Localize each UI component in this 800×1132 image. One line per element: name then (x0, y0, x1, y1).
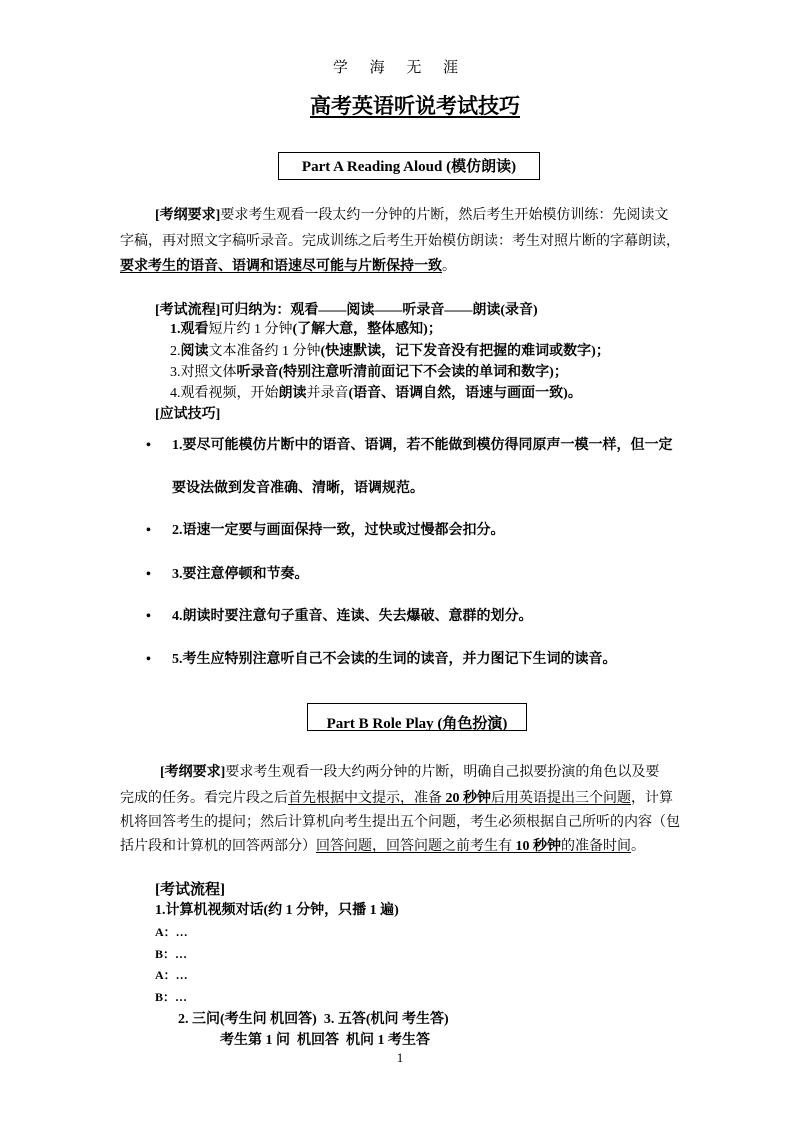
part-a-requirement-end: 。 (442, 259, 456, 274)
bullet-icon: • (146, 523, 151, 538)
bullet-icon: • (146, 652, 151, 667)
step-segment: 2. (170, 344, 181, 359)
req-segment: 完成的任务。看完片段之后 (120, 791, 288, 806)
step-segment: 短片约 1 分钟 (208, 322, 293, 337)
tip-item-3: 3.要注意停顿和节奏。 (172, 567, 309, 582)
part-a-step-1 (170, 321, 442, 339)
tip-item-4: 4.朗读时要注意句子重音、连读、失去爆破、意群的划分。 (172, 609, 533, 624)
step-segment: 朗读 (278, 386, 307, 401)
part-a-requirement-label: [考纲要求] (155, 208, 221, 223)
bullet-icon: • (146, 609, 151, 624)
part-a-step-4 (170, 385, 582, 403)
dialogue-line: B：… (155, 990, 188, 1004)
part-b-requirement-label: [考纲要求] (160, 765, 226, 780)
part-a-procedure-summary-text: 可归纳为：观看——阅读——听录音——朗读(录音) (220, 303, 538, 318)
step-segment: (快速默读，记下发音没有把握的难词或数字)； (320, 344, 610, 359)
part-b-procedure-label: [考试流程] (155, 882, 225, 898)
req-segment: 括片段和计算机的回答两部分） (120, 839, 316, 854)
part-a-heading: Part A Reading Aloud (模仿朗读) (301, 159, 517, 175)
dialogue-line: A：… (155, 968, 188, 982)
header-motto: 学 海 无 涯 (332, 60, 468, 76)
part-b-requirement-line-4 (120, 838, 645, 856)
step-segment: 1.观看 (170, 322, 209, 337)
part-a-heading-box (278, 152, 540, 180)
req-segment: 首先根据中文提示，准备 (288, 791, 446, 806)
part-a-step-3 (170, 364, 568, 382)
part-b-procedure-sub: 考生第 1 问 机回答 机问 1 考生答 (220, 1033, 430, 1048)
tip-item-1-continuation: 要设法做到发音准确、清晰，语调规范。 (172, 481, 424, 496)
step-segment: (了解大意，整体感知)； (292, 322, 442, 337)
part-a-procedure-label: [考试流程] (155, 303, 221, 318)
req-segment: 10 秒钟 (515, 839, 561, 854)
part-a-tips-label: [应试技巧] (155, 407, 221, 422)
part-b-heading-box (307, 703, 527, 731)
tip-item-2: 2.语速一定要与画面保持一致，过快或过慢都会扣分。 (172, 523, 505, 538)
dialogue-line: B：… (155, 947, 188, 961)
part-b-procedure-step-1: 1.计算机视频对话(约 1 分钟，只播 1 遍) (155, 903, 399, 918)
step-segment: 阅读 (180, 344, 209, 359)
part-a-requirement-line-2: 字稿，再对照文字稿听录音。完成训练之后考生开始模仿朗读：考生对照片断的字幕朗读， (120, 234, 680, 249)
dialogue-line: A：… (155, 925, 188, 939)
step-segment: 4.观看视频，开始 (170, 386, 279, 401)
tip-item-1: 1.要尽可能模仿片断中的语音、语调，若不能做到模仿得同原声一模一样，但一定 (172, 438, 673, 453)
step-segment: 3.对照文体 (170, 365, 237, 380)
step-segment: (特别注意听清前面记下不会读的单词和数字)； (278, 365, 568, 380)
req-segment: 回答问题，回答问题之前考生有 (316, 839, 516, 854)
part-b-heading: Part B Role Play (角色扮演) (326, 716, 508, 732)
part-a-step-2 (170, 343, 610, 361)
step-segment: 文本准备约 1 分钟 (208, 344, 321, 359)
step-segment: 听录音 (236, 365, 279, 380)
part-a-requirement-emphasis: 要求考生的语音、语调和语速尽可能与片断保持一致 (120, 259, 442, 274)
page-title: 高考英语听说考试技巧 (310, 94, 520, 118)
tip-item-5: 5.考生应特别注意听自己不会读的生词的读音，并力图记下生词的读音。 (172, 652, 617, 667)
part-a-requirement-line-3 (120, 258, 456, 276)
req-segment: 的准备时间 (561, 839, 631, 854)
req-segment: ，计算 (631, 791, 673, 806)
part-b-requirement-line-2 (120, 790, 673, 808)
part-b-requirement-text-1: 要求考生观看一段大约两分钟的片断，明确自己拟要扮演的角色以及要 (225, 765, 660, 780)
req-segment: 。 (631, 839, 645, 854)
part-a-requirement-text-1: 要求考生观看一段太约一分钟的片断，然后考生开始模仿训练：先阅读文 (220, 208, 669, 223)
part-b-requirement-line-3: 机将回答考生的提问；然后计算机向考生提出五个问题，考生必须根据自己所听的内容（包 (120, 815, 680, 830)
part-b-requirement-line-1 (160, 764, 659, 782)
page-number: 1 (396, 1050, 404, 1065)
step-segment: 并录音 (306, 386, 349, 401)
part-b-procedure-step-2-3: 2. 三问(考生问 机回答) 3. 五答(机问 考生答) (178, 1012, 449, 1027)
part-a-requirement-line-1 (155, 207, 668, 225)
req-segment: 20 秒钟 (445, 791, 491, 806)
req-segment: 后用英语提出三个问题 (491, 791, 631, 806)
step-segment: (语音、语调自然，语速与画面一致)。 (348, 386, 582, 401)
part-a-procedure-summary (155, 302, 538, 320)
bullet-icon: • (146, 438, 151, 453)
bullet-icon: • (146, 567, 151, 582)
